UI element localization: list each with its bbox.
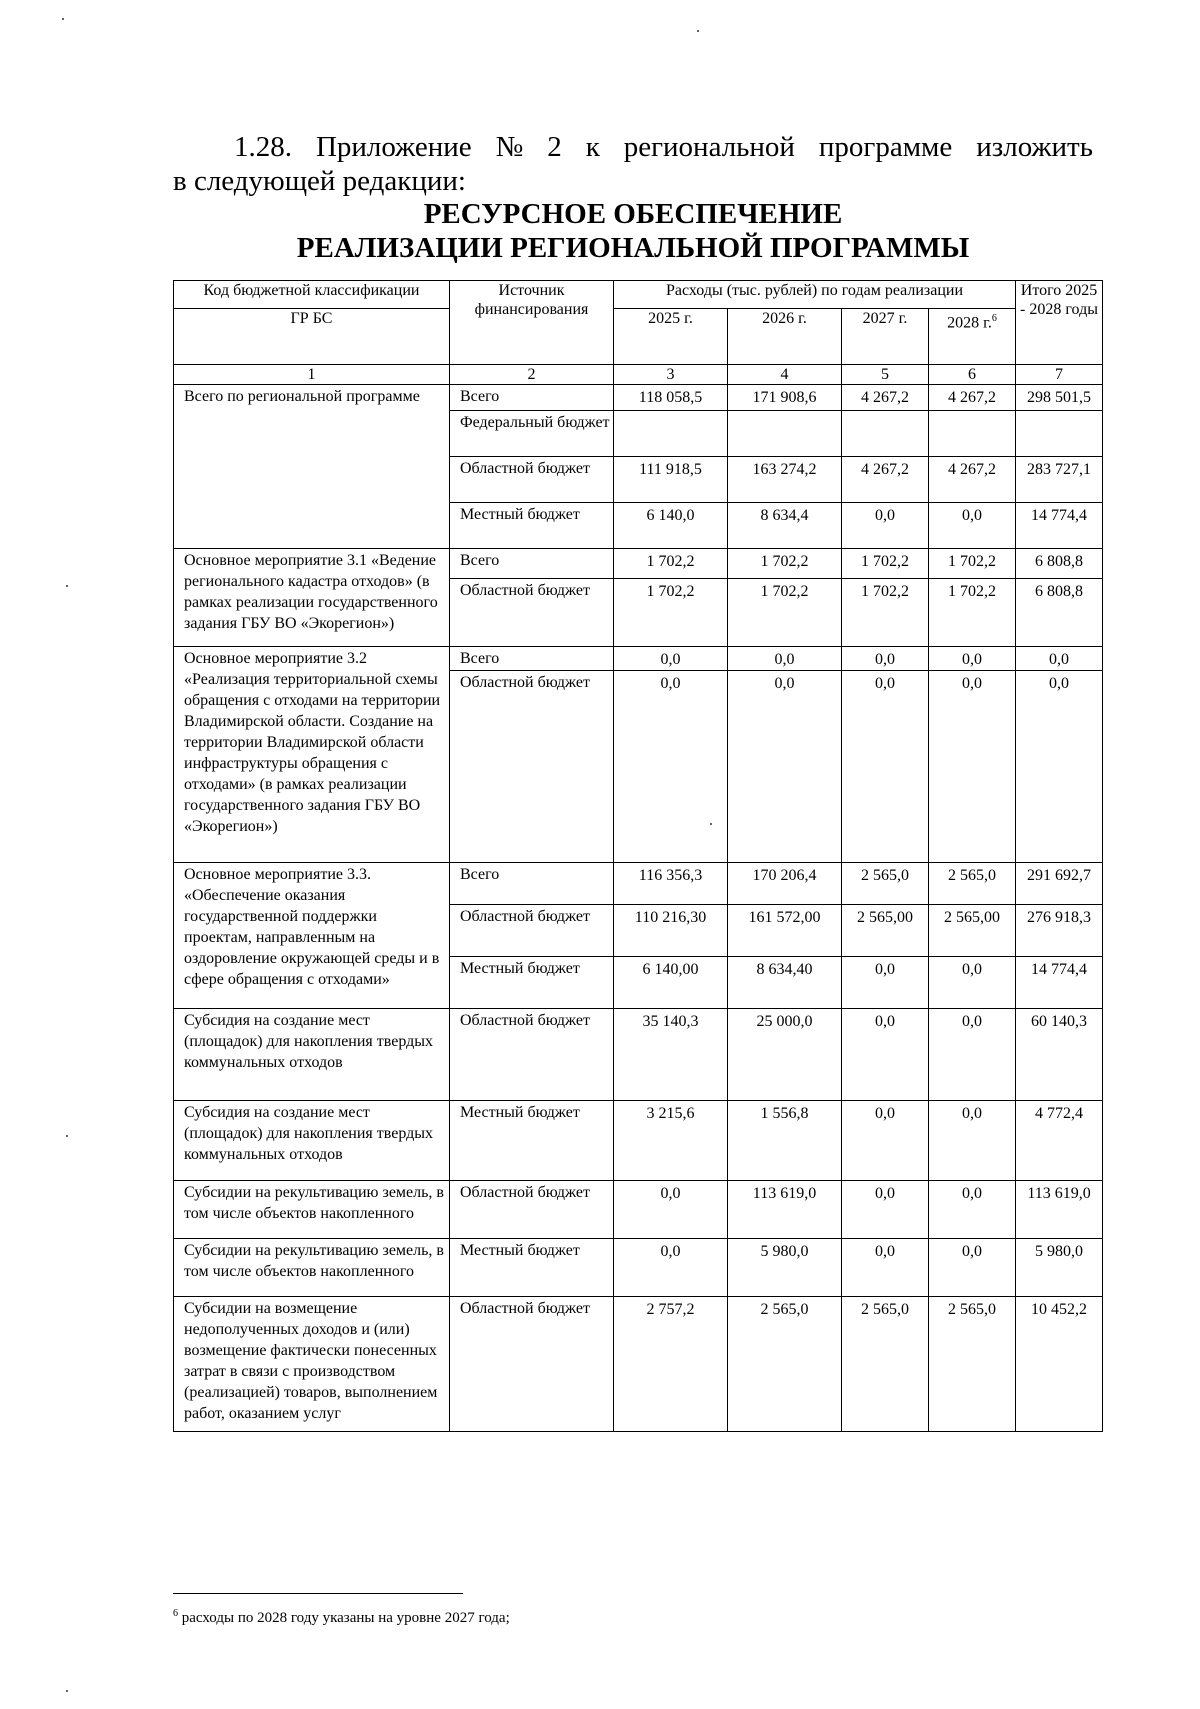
funding-source: Всего [450, 647, 614, 671]
funding-source: Федеральный бюджет [450, 411, 614, 457]
funding-source: Областной бюджет [450, 671, 614, 863]
year-value: 113 619,0 [728, 1181, 842, 1239]
year-value: 6 140,0 [614, 503, 728, 549]
total-value: 291 692,7 [1016, 863, 1103, 905]
year-value: 5 980,0 [728, 1239, 842, 1297]
header-2025: 2025 г. [614, 309, 728, 365]
column-number: 2 [450, 365, 614, 385]
year-value: 2 565,0 [929, 863, 1016, 905]
footnote-text: расходы по 2028 году указаны на уровне 2027 года; [181, 1610, 510, 1626]
total-value [1016, 411, 1103, 457]
year-value: 0,0 [842, 1181, 929, 1239]
intro-line-2: в следующей редакции: [173, 165, 466, 197]
year-value: 2 565,00 [929, 905, 1016, 957]
year-value: 0,0 [842, 503, 929, 549]
year-value: 0,0 [728, 647, 842, 671]
title-line-2: РЕАЛИЗАЦИИ РЕГИОНАЛЬНОЙ ПРОГРАММЫ [296, 232, 970, 264]
year-value: 0,0 [929, 671, 1016, 863]
funding-source: Областной бюджет [450, 905, 614, 957]
year-value: 0,0 [929, 957, 1016, 1009]
year-value: 1 702,2 [929, 549, 1016, 579]
header-kbk: Код бюджетной классификации [174, 281, 450, 309]
total-value: 113 619,0 [1016, 1181, 1103, 1239]
funding-source: Местный бюджет [450, 957, 614, 1009]
header-2027: 2027 г. [842, 309, 929, 365]
year-value: 0,0 [842, 1101, 929, 1181]
total-value: 6 808,8 [1016, 579, 1103, 647]
funding-source: Областной бюджет [450, 579, 614, 647]
year-value: 0,0 [929, 1239, 1016, 1297]
intro-word: к [585, 131, 600, 163]
table-row [174, 549, 1103, 579]
year-value: 4 267,2 [929, 385, 1016, 411]
year-value: 0,0 [614, 1239, 728, 1297]
header-2026: 2026 г. [728, 309, 842, 365]
intro-word: Приложение [315, 131, 472, 163]
intro-word: № [495, 131, 524, 163]
year-value: 6 140,00 [614, 957, 728, 1009]
funding-source: Всего [450, 549, 614, 579]
year-value: 1 702,2 [614, 579, 728, 647]
funding-source: Всего [450, 863, 614, 905]
row-label: Субсидия на создание мест (площадок) для накопления твердых коммунальных отходов [174, 1009, 450, 1101]
year-value [728, 411, 842, 457]
year-value: 35 140,3 [614, 1009, 728, 1101]
footnote-mark: 6 [173, 1608, 178, 1619]
column-number: 7 [1016, 365, 1103, 385]
funding-source: Областной бюджет [450, 1009, 614, 1101]
year-value: 0,0 [614, 671, 728, 863]
year-value: 2 757,2 [614, 1297, 728, 1432]
table-row [174, 1239, 1103, 1297]
header-grbs: ГР БС [174, 309, 450, 365]
year-value: 2 565,00 [842, 905, 929, 957]
year-value: 1 702,2 [728, 579, 842, 647]
year-value: 116 356,3 [614, 863, 728, 905]
total-value: 6 808,8 [1016, 549, 1103, 579]
year-value: 0,0 [614, 647, 728, 671]
funding-source: Местный бюджет [450, 1101, 614, 1181]
year-value: 2 565,0 [842, 1297, 929, 1432]
table-row [174, 863, 1103, 905]
total-value: 5 980,0 [1016, 1239, 1103, 1297]
intro-word: изложить [976, 131, 1093, 163]
year-value: 0,0 [842, 1009, 929, 1101]
table-row [174, 1101, 1103, 1181]
row-label: Субсидии на рекультивацию земель, в том числе объектов накопленного [174, 1239, 450, 1297]
year-value: 0,0 [728, 671, 842, 863]
table-row [174, 1009, 1103, 1101]
scan-speck [66, 1690, 68, 1692]
year-value: 111 918,5 [614, 457, 728, 503]
year-value: 1 702,2 [929, 579, 1016, 647]
year-value: 1 702,2 [614, 549, 728, 579]
table-row [174, 647, 1103, 671]
scan-speck [710, 823, 712, 825]
year-value: 0,0 [842, 647, 929, 671]
scan-speck [697, 30, 699, 32]
year-value: 171 908,6 [728, 385, 842, 411]
year-value: 2 565,0 [929, 1297, 1016, 1432]
year-value: 118 058,5 [614, 385, 728, 411]
year-value: 1 702,2 [842, 579, 929, 647]
year-value: 2 565,0 [842, 863, 929, 905]
total-value: 4 772,4 [1016, 1101, 1103, 1181]
year-value: 110 216,30 [614, 905, 728, 957]
table-row [174, 1181, 1103, 1239]
year-value: 0,0 [842, 671, 929, 863]
funding-source: Областной бюджет [450, 1181, 614, 1239]
intro-paragraph [173, 130, 1093, 198]
year-value: 0,0 [614, 1181, 728, 1239]
year-value: 3 215,6 [614, 1101, 728, 1181]
row-label: Субсидии на рекультивацию земель, в том числе объектов накопленного [174, 1181, 450, 1239]
row-label: Основное мероприятие 3.3. «Обеспечение оказания государственной поддержки проектам, направленным на оздоровление окружающей среды и в сфере обращения с отходами» [174, 863, 450, 1009]
year-value: 25 000,0 [728, 1009, 842, 1101]
header-2028-label: 2028 г. [947, 314, 992, 332]
funding-source: Областной бюджет [450, 457, 614, 503]
year-value: 161 572,00 [728, 905, 842, 957]
funding-source: Местный бюджет [450, 503, 614, 549]
year-value [842, 411, 929, 457]
column-number: 5 [842, 365, 929, 385]
year-value: 4 267,2 [929, 457, 1016, 503]
scan-speck [66, 1135, 68, 1137]
year-value: 0,0 [929, 1101, 1016, 1181]
year-value: 4 267,2 [842, 385, 929, 411]
year-value: 2 565,0 [728, 1297, 842, 1432]
document-title [173, 197, 1093, 265]
column-number: 1 [174, 365, 450, 385]
year-value [929, 411, 1016, 457]
total-value: 14 774,4 [1016, 503, 1103, 549]
header-total: Итого 2025 - 2028 годы [1016, 281, 1103, 365]
footnote [173, 1608, 510, 1628]
funding-source: Местный бюджет [450, 1239, 614, 1297]
scan-speck [66, 585, 68, 587]
year-value: 8 634,40 [728, 957, 842, 1009]
table-row [174, 385, 1103, 411]
year-value: 1 556,8 [728, 1101, 842, 1181]
total-value: 0,0 [1016, 671, 1103, 863]
funding-source: Всего [450, 385, 614, 411]
row-label: Субсидии на возмещение недополученных доходов и (или) возмещение фактически понесенных затрат в связи с производством (реализацией) товаров, выполнением работ, оказанием услуг [174, 1297, 450, 1432]
total-value: 298 501,5 [1016, 385, 1103, 411]
column-number: 6 [929, 365, 1016, 385]
row-label: Всего по региональной программе [174, 385, 450, 549]
column-number-row [174, 365, 1103, 385]
year-value: 0,0 [929, 647, 1016, 671]
total-value: 283 727,1 [1016, 457, 1103, 503]
row-label: Субсидия на создание мест (площадок) для накопления твердых коммунальных отходов [174, 1101, 450, 1181]
header-2028 [929, 309, 1016, 365]
year-value [614, 411, 728, 457]
year-value: 4 267,2 [842, 457, 929, 503]
year-value: 0,0 [842, 957, 929, 1009]
year-value: 0,0 [929, 1181, 1016, 1239]
resource-table [173, 280, 1103, 1432]
intro-word: 1.28. [234, 131, 292, 163]
total-value: 0,0 [1016, 647, 1103, 671]
intro-word: программе [818, 131, 953, 163]
year-value: 8 634,4 [728, 503, 842, 549]
header-source: Источник финансирования [450, 281, 614, 365]
intro-word: региональной [623, 131, 795, 163]
intro-line-1 [173, 130, 1093, 164]
footnote-ref: 6 [991, 313, 997, 324]
footnote-divider [173, 1593, 463, 1594]
year-value: 1 702,2 [728, 549, 842, 579]
funding-source: Областной бюджет [450, 1297, 614, 1432]
scan-speck [62, 18, 64, 20]
total-value: 14 774,4 [1016, 957, 1103, 1009]
column-number: 4 [728, 365, 842, 385]
total-value: 60 140,3 [1016, 1009, 1103, 1101]
year-value: 0,0 [929, 503, 1016, 549]
total-value: 276 918,3 [1016, 905, 1103, 957]
year-value: 0,0 [929, 1009, 1016, 1101]
total-value: 10 452,2 [1016, 1297, 1103, 1432]
row-label: Основное мероприятие 3.1 «Ведение регионального кадастра отходов» (в рамках реализации государственного задания ГБУ ВО «Экорегион») [174, 549, 450, 647]
title-line-1: РЕСУРСНОЕ ОБЕСПЕЧЕНИЕ [423, 198, 843, 230]
table-row [174, 1297, 1103, 1432]
row-label: Основное мероприятие 3.2 «Реализация территориальной схемы обращения с отходами на территории Владимирской области. Создание на территории Владимирской области инфраструктуры обращения с отходами» (в рамках реализации государственного задания ГБУ ВО «Экорегион») [174, 647, 450, 863]
intro-word: 2 [547, 131, 562, 163]
year-value: 1 702,2 [842, 549, 929, 579]
year-value: 170 206,4 [728, 863, 842, 905]
header-expenses: Расходы (тыс. рублей) по годам реализации [614, 281, 1016, 309]
year-value: 0,0 [842, 1239, 929, 1297]
column-number: 3 [614, 365, 728, 385]
year-value: 163 274,2 [728, 457, 842, 503]
